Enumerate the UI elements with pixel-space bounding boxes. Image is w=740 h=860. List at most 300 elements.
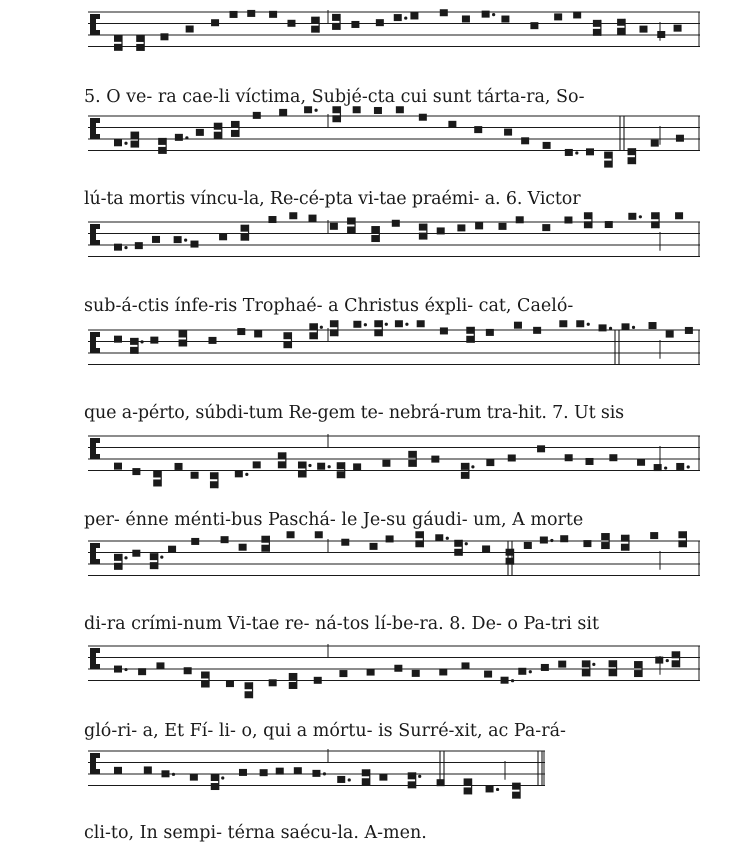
- neume-note: [466, 336, 474, 343]
- neume-note: [211, 783, 219, 790]
- neume-note: [573, 11, 581, 18]
- neume-note: [512, 783, 520, 790]
- neume-note: [144, 766, 152, 773]
- neume-note: [554, 13, 562, 20]
- neume-note: [114, 336, 122, 343]
- neume-note: [601, 533, 609, 540]
- neume-note: [655, 657, 663, 664]
- neume-note: [371, 226, 379, 233]
- neume-note: [309, 323, 317, 330]
- neume-note: [279, 109, 287, 116]
- neume-note: [560, 535, 568, 542]
- neume-note: [269, 11, 277, 18]
- neume-note: [482, 11, 490, 18]
- neume-note: [651, 221, 659, 228]
- neume-note: [261, 536, 269, 543]
- clef: [90, 769, 100, 774]
- neume-note: [564, 216, 572, 223]
- clef: [90, 438, 100, 443]
- neume-note: [462, 15, 470, 22]
- neume-note: [464, 778, 472, 785]
- mora-dot: [320, 326, 323, 329]
- mora-dot: [124, 556, 127, 559]
- neume-note: [131, 132, 139, 139]
- neume-note: [475, 222, 483, 229]
- neume-note: [586, 148, 594, 155]
- neume-note: [114, 139, 122, 146]
- clef: [90, 559, 100, 564]
- neume-note: [408, 781, 416, 788]
- neume-note: [394, 665, 402, 672]
- neume-note: [179, 330, 187, 337]
- neume-note: [448, 121, 456, 128]
- neume-note: [362, 769, 370, 776]
- neume-note: [114, 767, 122, 774]
- neume-note: [634, 661, 642, 668]
- neume-note: [617, 28, 625, 35]
- neume-note: [666, 331, 674, 338]
- mora-dot: [465, 542, 468, 545]
- neume-note: [332, 115, 340, 122]
- neume-note: [245, 682, 253, 689]
- neume-note: [210, 472, 218, 479]
- neume-note: [241, 234, 249, 241]
- neume-note: [168, 546, 176, 553]
- neume-note: [309, 215, 317, 222]
- mora-dot: [405, 323, 408, 326]
- neume-note: [241, 225, 249, 232]
- mora-dot: [687, 465, 690, 468]
- mora-dot: [124, 668, 127, 671]
- neume-note: [231, 121, 239, 128]
- mora-dot: [418, 775, 421, 778]
- clef: [90, 118, 100, 123]
- neume-note: [311, 17, 319, 24]
- neume-note: [501, 16, 509, 23]
- neume-note: [672, 660, 680, 667]
- neume-note: [518, 668, 526, 675]
- neume-note: [150, 553, 158, 560]
- neume-note: [186, 26, 194, 33]
- neume-note: [138, 668, 146, 675]
- neume-note: [601, 542, 609, 549]
- lyric-line-7: gló-ri- a, Et Fí- li- o, qui a mórtu- is Surré-xit, ac Pa-rá-: [84, 721, 566, 741]
- neume-note: [599, 324, 607, 331]
- neume-note: [315, 531, 323, 538]
- neume-note: [114, 666, 122, 673]
- clef: [90, 454, 100, 459]
- neume-note: [337, 776, 345, 783]
- neume-note: [114, 244, 122, 251]
- neume-note: [604, 161, 612, 168]
- neume-note: [674, 25, 682, 32]
- neume-note: [621, 535, 629, 542]
- neume-note: [582, 669, 590, 676]
- neume-note: [639, 26, 647, 33]
- neume-note: [130, 338, 138, 345]
- neume-note: [609, 454, 617, 461]
- neume-note: [190, 241, 198, 248]
- mora-dot: [639, 215, 642, 218]
- neume-note: [461, 463, 469, 470]
- neume-note: [609, 660, 617, 667]
- neume-note: [584, 212, 592, 219]
- neume-note: [362, 778, 370, 785]
- neume-note: [408, 772, 416, 779]
- neume-note: [175, 463, 183, 470]
- neume-note: [628, 157, 636, 164]
- neume-note: [196, 129, 204, 136]
- neume-note: [353, 321, 361, 328]
- neume-note: [153, 479, 161, 486]
- neume-note: [317, 463, 325, 470]
- mora-dot: [124, 142, 127, 145]
- neume-note: [201, 681, 209, 688]
- neume-note: [605, 221, 613, 228]
- neume-note: [158, 138, 166, 145]
- neume-note: [341, 539, 349, 546]
- mora-dot: [587, 323, 590, 326]
- mora-dot: [609, 327, 612, 330]
- neume-note: [540, 537, 548, 544]
- neume-note: [287, 20, 295, 27]
- neume-note: [637, 459, 645, 466]
- neume-note: [289, 682, 297, 689]
- neume-note: [114, 554, 122, 561]
- lyric-line-1: 5. O ve- ra cae-li víctima, Subjé-cta cui sunt tárta-ra, So-: [84, 87, 585, 107]
- neume-note: [160, 33, 168, 40]
- neume-note: [621, 544, 629, 551]
- neume-note: [482, 545, 490, 552]
- neume-note: [415, 540, 423, 547]
- mora-dot: [632, 326, 635, 329]
- mora-dot: [364, 323, 367, 326]
- neume-note: [410, 12, 418, 19]
- neume-note: [374, 320, 382, 327]
- neume-note: [294, 767, 302, 774]
- mora-dot: [348, 778, 351, 781]
- neume-note: [245, 691, 253, 698]
- neume-note: [210, 481, 218, 488]
- neume-note: [521, 137, 529, 144]
- mora-dot: [172, 773, 175, 776]
- neume-note: [582, 660, 590, 667]
- neume-note: [261, 545, 269, 552]
- neume-note: [347, 226, 355, 233]
- neume-note: [543, 142, 551, 149]
- mora-dot: [221, 776, 224, 779]
- mora-dot: [323, 772, 326, 775]
- neume-note: [486, 459, 494, 466]
- neume-note: [431, 456, 439, 463]
- neume-note: [678, 540, 686, 547]
- clef: [90, 543, 100, 548]
- neume-note: [454, 540, 462, 547]
- mora-dot: [666, 659, 669, 662]
- neume-note: [351, 21, 359, 28]
- neume-note: [379, 774, 387, 781]
- neume-note: [657, 31, 665, 38]
- neume-note: [312, 770, 320, 777]
- neume-note: [152, 236, 160, 243]
- neume-note: [130, 347, 138, 354]
- neume-note: [190, 774, 198, 781]
- neume-note: [634, 670, 642, 677]
- neume-note: [374, 107, 382, 114]
- mora-dot: [185, 136, 188, 139]
- neume-note: [298, 470, 306, 477]
- mora-dot: [592, 663, 595, 666]
- neume-note: [114, 563, 122, 570]
- neume-note: [394, 14, 402, 21]
- neume-note: [150, 562, 158, 569]
- mora-dot: [385, 323, 388, 326]
- neume-note: [239, 769, 247, 776]
- neume-note: [395, 320, 403, 327]
- neume-note: [211, 19, 219, 26]
- neume-note: [253, 461, 261, 468]
- neume-note: [214, 123, 222, 130]
- neume-note: [135, 242, 143, 249]
- neume-note: [408, 451, 416, 458]
- neume-note: [412, 670, 420, 677]
- neume-note: [283, 341, 291, 348]
- neume-note: [174, 236, 182, 243]
- neume-note: [609, 669, 617, 676]
- neume-note: [419, 233, 427, 240]
- neume-note: [371, 235, 379, 242]
- neume-note: [541, 664, 549, 671]
- mora-dot: [124, 246, 127, 249]
- neume-note: [131, 141, 139, 148]
- neume-note: [289, 212, 297, 219]
- clef: [90, 30, 100, 35]
- neume-note: [353, 463, 361, 470]
- neume-note: [415, 531, 423, 538]
- neume-note: [298, 461, 306, 468]
- neume-note: [524, 542, 532, 549]
- neume-note: [486, 329, 494, 336]
- neume-note: [439, 668, 447, 675]
- neume-note: [651, 212, 659, 219]
- neume-note: [512, 792, 520, 799]
- lyric-line-2: lú-ta mortis víncu-la, Re-cé-pta vi-tae praémi- a. 6. Victor: [84, 189, 581, 209]
- neume-note: [114, 463, 122, 470]
- neume-note: [617, 19, 625, 26]
- neume-note: [332, 14, 340, 21]
- neume-note: [330, 320, 338, 327]
- neume-note: [649, 322, 657, 329]
- neume-note: [498, 223, 506, 230]
- neume-note: [278, 461, 286, 468]
- neume-note: [440, 327, 448, 334]
- neume-note: [504, 129, 512, 136]
- neume-note: [283, 332, 291, 339]
- clef: [90, 14, 100, 19]
- neume-note: [260, 769, 268, 776]
- neume-note: [175, 134, 183, 141]
- neume-note: [374, 329, 382, 336]
- neume-note: [628, 148, 636, 155]
- neume-note: [593, 29, 601, 36]
- neume-note: [114, 44, 122, 51]
- mora-dot: [184, 239, 187, 242]
- neume-note: [604, 152, 612, 159]
- neume-note: [201, 672, 209, 679]
- neume-note: [484, 671, 492, 678]
- neume-note: [208, 337, 216, 344]
- lyric-line-5: per- énne ménti-bus Paschá- le Je-su gáudi- um, A morte: [84, 510, 584, 530]
- lyric-line-4: que a-pérto, súbdi-tum Re-gem te- nebrá-rum tra-hit. 7. Ut sis: [84, 403, 624, 423]
- neume-note: [239, 544, 247, 551]
- neume-note: [330, 223, 338, 230]
- mora-dot: [446, 537, 449, 540]
- lyric-line-6: di-ra crími-num Vi-tae re- ná-tos lí-be-ra. 8. De- o Pa-tri sit: [84, 614, 600, 634]
- mora-dot: [245, 473, 248, 476]
- neume-note: [584, 221, 592, 228]
- neume-note: [486, 785, 494, 792]
- neume-note: [330, 329, 338, 336]
- clef: [90, 224, 100, 229]
- mora-dot: [314, 109, 317, 112]
- neume-note: [537, 445, 545, 452]
- neume-note: [454, 549, 462, 556]
- neume-note: [672, 651, 680, 658]
- mora-dot: [496, 788, 499, 791]
- neume-note: [457, 224, 465, 231]
- neume-note: [514, 322, 522, 329]
- neume-note: [132, 468, 140, 475]
- neume-note: [158, 147, 166, 154]
- neume-note: [230, 11, 238, 18]
- neume-note: [676, 135, 684, 142]
- clef: [90, 753, 100, 758]
- neume-note: [466, 327, 474, 334]
- neume-note: [676, 463, 684, 470]
- neume-note: [376, 19, 384, 26]
- neume-note: [247, 10, 255, 17]
- neume-note: [516, 216, 524, 223]
- mora-dot: [140, 340, 143, 343]
- neume-note: [461, 472, 469, 479]
- neume-note: [132, 550, 140, 557]
- neume-note: [565, 149, 573, 156]
- neume-note: [530, 22, 538, 29]
- neume-note: [654, 464, 662, 471]
- neume-note: [464, 787, 472, 794]
- clef: [90, 332, 100, 337]
- neume-note: [268, 216, 276, 223]
- neume-note: [440, 9, 448, 16]
- neume-note: [675, 212, 683, 219]
- neume-note: [542, 224, 550, 231]
- neume-note: [332, 23, 340, 30]
- neume-note: [593, 20, 601, 27]
- neume-note: [437, 779, 445, 786]
- neume-note: [685, 327, 693, 334]
- neume-note: [651, 140, 659, 147]
- neume-note: [474, 126, 482, 133]
- neume-note: [309, 332, 317, 339]
- mora-dot: [575, 151, 578, 154]
- neume-note: [221, 536, 229, 543]
- neume-note: [153, 470, 161, 477]
- neume-note: [628, 213, 636, 220]
- neume-note: [678, 531, 686, 538]
- lyric-line-8: cli-to, In sempi- térna saécu-la. A-men.: [84, 823, 427, 843]
- neume-note: [419, 224, 427, 231]
- neume-note: [501, 677, 509, 684]
- clef: [90, 240, 100, 245]
- neume-note: [559, 320, 567, 327]
- neume-note: [191, 472, 199, 479]
- neume-note: [337, 471, 345, 478]
- neume-note: [191, 538, 199, 545]
- neume-note: [367, 669, 375, 676]
- clef: [90, 134, 100, 139]
- neume-note: [150, 337, 158, 344]
- neume-note: [269, 679, 277, 686]
- mora-dot: [471, 465, 474, 468]
- neume-note: [650, 532, 658, 539]
- mora-dot: [328, 465, 331, 468]
- neume-note: [347, 217, 355, 224]
- neume-note: [254, 330, 262, 337]
- neume-note: [337, 462, 345, 469]
- neume-note: [386, 535, 394, 542]
- neume-note: [576, 320, 584, 327]
- neume-note: [253, 112, 261, 119]
- neume-note: [508, 454, 516, 461]
- neume-note: [462, 662, 470, 669]
- neume-note: [289, 673, 297, 680]
- neume-note: [558, 661, 566, 668]
- neume-note: [533, 327, 541, 334]
- neume-note: [114, 35, 122, 42]
- mora-dot: [529, 670, 532, 673]
- neume-note: [184, 667, 192, 674]
- neume-note: [136, 35, 144, 42]
- neume-note: [408, 460, 416, 467]
- neume-note: [219, 233, 227, 240]
- neume-note: [161, 770, 169, 777]
- neume-note: [435, 534, 443, 541]
- mora-dot: [550, 539, 553, 542]
- neume-note: [237, 328, 245, 335]
- neume-note: [339, 670, 347, 677]
- mora-dot: [160, 556, 163, 559]
- neume-note: [311, 26, 319, 33]
- mora-dot: [492, 13, 495, 16]
- neume-note: [417, 320, 425, 327]
- neume-note: [565, 454, 573, 461]
- neume-note: [419, 114, 427, 121]
- neume-note: [226, 680, 234, 687]
- clef: [90, 664, 100, 669]
- clef: [90, 348, 100, 353]
- neume-note: [179, 339, 187, 346]
- neume-note: [235, 470, 243, 477]
- neume-note: [392, 220, 400, 227]
- mora-dot: [404, 16, 407, 19]
- mora-dot: [308, 464, 311, 467]
- clef: [90, 648, 100, 653]
- neume-note: [276, 768, 284, 775]
- neume-note: [287, 531, 295, 538]
- neume-note: [214, 132, 222, 139]
- neume-note: [382, 460, 390, 467]
- neume-note: [437, 227, 445, 234]
